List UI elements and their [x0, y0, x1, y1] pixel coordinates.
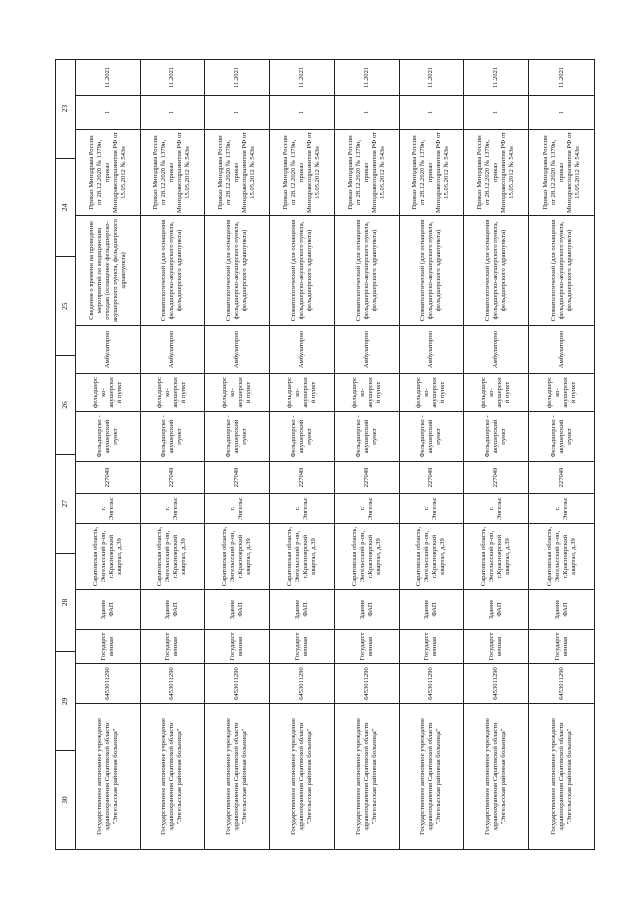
- table-cell: Приказ Минздрава России от 28.12.2020 № 1379н, приказ Минздравсоцразвития РФ от 15.05.2012 № 543н: [334, 130, 399, 216]
- table-cell: Саратовская область, Энгельсский р-он, г.Красноярский квартал, д.39: [529, 524, 595, 590]
- table-cell: Государственное автономное учреждение здравоохранения Саратовской области "Энгельсская районная больница": [334, 704, 399, 850]
- table-cell: Приказ Минздрава России от 28.12.2020 № 1379н, приказ Минздравсоцразвития РФ от 15.05.2012 № 543н: [205, 130, 270, 216]
- table-cell: г. Энгельс: [334, 494, 399, 524]
- table-row: [464, 59, 529, 849]
- table-cell: 227049: [529, 462, 595, 494]
- table-cell: Фельдшерско - акушерский пункт: [399, 412, 464, 462]
- table-cell: Амбулаторно: [334, 326, 399, 374]
- table-cell: Фельдшерско - акушерский пункт: [140, 412, 205, 462]
- table-cell: Амбулаторно: [205, 326, 270, 374]
- table-cell: 6453011290: [75, 664, 140, 704]
- column-number: 23: [60, 104, 70, 113]
- table-cell: Государственная: [140, 630, 205, 664]
- table-row: [205, 59, 270, 849]
- table-row: [334, 59, 399, 849]
- table-cell: Здание ФАП: [75, 590, 140, 630]
- table-cell: г. Энгельс: [529, 494, 595, 524]
- table-cell: 6453011290: [399, 664, 464, 704]
- table-cell: 227049: [75, 462, 140, 494]
- table-cell: 1: [529, 96, 595, 130]
- header-row: [56, 59, 76, 849]
- table-cell: Стоматологический (для оснащения фельдшерско-акушерского пункта, фельдшерского здравпункта): [334, 216, 399, 326]
- table-cell: Амбулаторно: [529, 326, 595, 374]
- table-cell: Здание ФАП: [270, 590, 335, 630]
- table-cell: 11.2021: [270, 59, 335, 95]
- table-cell: Государственная: [270, 630, 335, 664]
- table-cell: 6453011290: [529, 664, 595, 704]
- table-cell: фельдшерско-акушерский пункт: [270, 374, 335, 412]
- table-cell: Фельдшерско - акушерский пункт: [529, 412, 595, 462]
- table-cell: фельдшерско-акушерский пункт: [75, 374, 140, 412]
- table-cell: 227049: [334, 462, 399, 494]
- table-cell: 11.2021: [334, 59, 399, 95]
- table-cell: Стоматологический (для оснащения фельдшерско-акушерского пункта, фельдшерского здравпункта): [399, 216, 464, 326]
- table-cell: 1: [140, 96, 205, 130]
- table-cell: Амбулаторно: [140, 326, 205, 374]
- table-cell: Государственная: [75, 630, 140, 664]
- table-cell: Приказ Минздрава России от 28.12.2020 № 1379н, приказ Минздравсоцразвития РФ от 15.05.2012 № 543н: [399, 130, 464, 216]
- table-cell: Государственная: [399, 630, 464, 664]
- table-cell: Приказ Минздрава России от 28.12.2020 № 1379н, приказ Минздравсоцразвития РФ от 15.05.2012 № 543н: [270, 130, 335, 216]
- column-number: 25: [56, 256, 75, 355]
- table-cell: 11.2021: [529, 59, 595, 95]
- table-cell: Стоматологический (для оснащения фельдшерско-акушерского пункта, фельдшерского здравпункта): [464, 216, 529, 326]
- table-cell: Приказ Минздрава России от 28.12.2020 № 1379н, приказ Минздравсоцразвития РФ от 15.05.2012 № 543н: [529, 130, 595, 216]
- facility-table: [55, 59, 595, 850]
- table-cell: Фельдшерско - акушерский пункт: [75, 412, 140, 462]
- table-cell: г. Энгельс: [75, 494, 140, 524]
- table-cell: Амбулаторно: [75, 326, 140, 374]
- table-cell: Приказ Минздрава России от 28.12.2020 № 1379н, приказ Минздравсоцразвития РФ от 15.05.2012 № 543н: [75, 130, 140, 216]
- table-cell: Государственное автономное учреждение здравоохранения Саратовской области "Энгельсская районная больница": [529, 704, 595, 850]
- table-cell: Стоматологический (для оснащения фельдшерско-акушерского пункта, фельдшерского здравпункта): [140, 216, 205, 326]
- table-body: [56, 59, 595, 849]
- table-cell: 1: [205, 96, 270, 130]
- table-cell: Фельдшерско - акушерский пункт: [205, 412, 270, 462]
- table-cell: Приказ Минздрава России от 28.12.2020 № 1379н, приказ Минздравсоцразвития РФ от 15.05.2012 № 543н: [464, 130, 529, 216]
- table-cell: Амбулаторно: [464, 326, 529, 374]
- table-cell: Стоматологический (для оснащения фельдшерско-акушерского пункта, фельдшерского здравпункта): [270, 216, 335, 326]
- table-cell: 227049: [140, 462, 205, 494]
- table-cell: Государственное автономное учреждение здравоохранения Саратовской области "Энгельсская районная больница": [205, 704, 270, 850]
- table-cell: фельдшерско-акушерский пункт: [334, 374, 399, 412]
- table-cell: Стоматологический (для оснащения фельдшерско-акушерского пункта, фельдшерского здравпункта): [529, 216, 595, 326]
- table-cell: 6453011290: [334, 664, 399, 704]
- table-cell: Фельдшерско - акушерский пункт: [270, 412, 335, 462]
- table-cell: Государственное автономное учреждение здравоохранения Саратовской области "Энгельсская районная больница": [399, 704, 464, 850]
- table-cell: г. Энгельс: [399, 494, 464, 524]
- table-cell: Государственное автономное учреждение здравоохранения Саратовской области "Энгельсская районная больница": [75, 704, 140, 850]
- table-cell: Фельдшерско - акушерский пункт: [334, 412, 399, 462]
- table-cell: 227049: [205, 462, 270, 494]
- table-cell: Саратовская область, Энгельсский р-он, г.Красноярский квартал, д.39: [140, 524, 205, 590]
- table-cell: Государственная: [334, 630, 399, 664]
- table-cell: Здание ФАП: [334, 590, 399, 630]
- table-cell: Саратовская область, Энгельсский р-он, г.Красноярский квартал, д.39: [399, 524, 464, 590]
- table-cell: 1: [334, 96, 399, 130]
- table-cell: г. Энгельс: [464, 494, 529, 524]
- column-number-header: [56, 59, 76, 849]
- table-row: [529, 59, 595, 849]
- table-cell: Государственная: [205, 630, 270, 664]
- table-cell: Здание ФАП: [399, 590, 464, 630]
- table-row: [270, 59, 335, 849]
- table-cell: Здание ФАП: [529, 590, 595, 630]
- table-cell: Саратовская область, Энгельсский р-он, г.Красноярский квартал, д.39: [334, 524, 399, 590]
- table-cell: 6453011290: [270, 664, 335, 704]
- table-cell: Амбулаторно: [399, 326, 464, 374]
- table-cell: г. Энгельс: [205, 494, 270, 524]
- column-number: 29: [56, 651, 75, 750]
- table-cell: Государственная: [464, 630, 529, 664]
- table-cell: 6453011290: [464, 664, 529, 704]
- table-row: [399, 59, 464, 849]
- table-cell: Государственное автономное учреждение здравоохранения Саратовской области "Энгельсская районная больница": [464, 704, 529, 850]
- table-cell: Стоматологический (для оснащения фельдшерско-акушерского пункта, фельдшерского здравпункта): [205, 216, 270, 326]
- table-cell: фельдшерско-акушерский пункт: [399, 374, 464, 412]
- table-row: [75, 59, 140, 849]
- table-cell: 11.2021: [140, 59, 205, 95]
- table-cell: фельдшерско-акушерский пункт: [464, 374, 529, 412]
- table-cell: Государственное автономное учреждение здравоохранения Саратовской области "Энгельсская районная больница": [140, 704, 205, 850]
- table-row: [140, 59, 205, 849]
- table-cell: 1: [270, 96, 335, 130]
- table-cell: Саратовская область, Энгельсский р-он, г.Красноярский квартал, д.39: [75, 524, 140, 590]
- table-cell: Саратовская область, Энгельсский р-он, г.Красноярский квартал, д.39: [270, 524, 335, 590]
- table-cell: Саратовская область, Энгельсский р-он, г.Красноярский квартал, д.39: [464, 524, 529, 590]
- table-cell: 1: [399, 96, 464, 130]
- table-cell: Сведения о времени на проведение мероприятий по медицинским отходам (оснащение фельдшерско-акушерского пункта, фельдшерского здравпункта): [75, 216, 140, 326]
- table-cell: Государственное автономное учреждение здравоохранения Саратовской области "Энгельсская районная больница": [270, 704, 335, 850]
- table-cell: Здание ФАП: [140, 590, 205, 630]
- table-cell: 11.2021: [464, 59, 529, 95]
- table-cell: 227049: [399, 462, 464, 494]
- table-cell: фельдшерско-акушерский пункт: [140, 374, 205, 412]
- table-cell: 11.2021: [399, 59, 464, 95]
- table-cell: г. Энгельс: [270, 494, 335, 524]
- table-cell: фельдшерско-акушерский пункт: [205, 374, 270, 412]
- table-cell: 227049: [270, 462, 335, 494]
- table-cell: Приказ Минздрава России от 28.12.2020 № 1379н, приказ Минздравсоцразвития РФ от 15.05.2012 № 543н: [140, 130, 205, 216]
- table-cell: Здание ФАП: [464, 590, 529, 630]
- table-cell: 227049: [464, 462, 529, 494]
- column-number: 28: [56, 553, 75, 652]
- column-number: 27: [56, 454, 75, 553]
- table-cell: 11.2021: [75, 59, 140, 95]
- table-cell: 6453011290: [140, 664, 205, 704]
- table-cell: 11.2021: [205, 59, 270, 95]
- table-cell: 6453011290: [205, 664, 270, 704]
- table-cell: 1: [75, 96, 140, 130]
- table-cell: Амбулаторно: [270, 326, 335, 374]
- table-cell: Государственная: [529, 630, 595, 664]
- table-cell: Саратовская область, Энгельсский р-он, г.Красноярский квартал, д.39: [205, 524, 270, 590]
- column-number: 26: [56, 355, 75, 454]
- rotated-table-sheet: [55, 60, 595, 850]
- column-number: 30: [56, 750, 75, 849]
- table-cell: Фельдшерско - акушерский пункт: [464, 412, 529, 462]
- table-cell: г. Энгельс: [140, 494, 205, 524]
- table-cell: фельдшерско-акушерский пункт: [529, 374, 595, 412]
- table-cell: Здание ФАП: [205, 590, 270, 630]
- table-cell: 1: [464, 96, 529, 130]
- column-number: 24: [56, 158, 75, 257]
